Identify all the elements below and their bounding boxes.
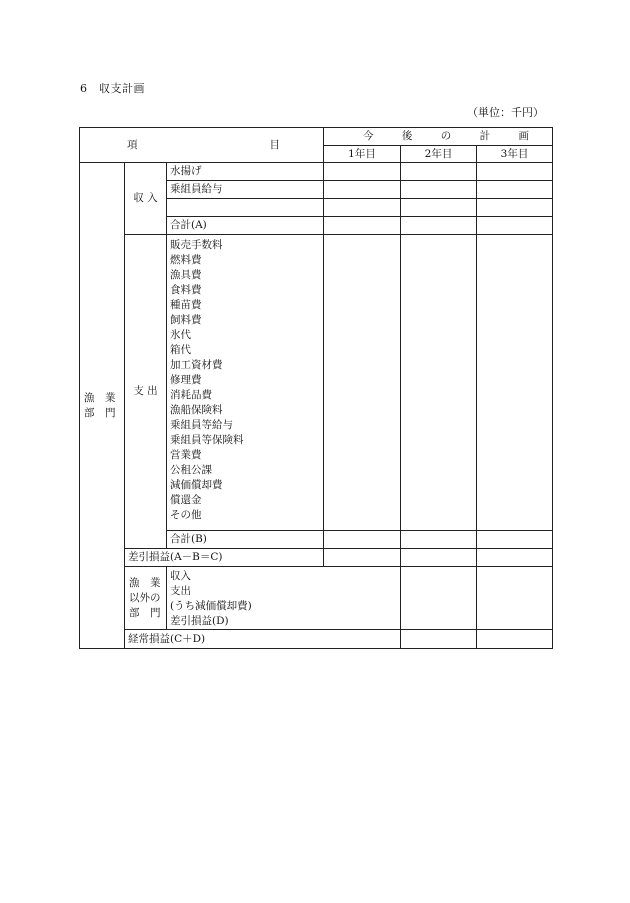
header-future-char: 計	[479, 130, 491, 142]
expense-items-cell	[167, 235, 324, 531]
expense-item: 乗組員等給与	[170, 419, 233, 431]
non-fishery-item: (うち減価償却費)	[170, 600, 252, 612]
value-cell[interactable]	[477, 181, 553, 199]
value-cell[interactable]	[401, 549, 477, 567]
expense-item: 公租公課	[170, 464, 212, 476]
fishery-division-cell	[80, 163, 125, 649]
header-future-char: 今	[363, 130, 374, 142]
header-item-char: 目	[269, 138, 281, 151]
expense-item: 加工資材費	[170, 359, 223, 371]
value-cell[interactable]	[324, 217, 401, 235]
value-cell[interactable]	[401, 630, 477, 649]
value-cell[interactable]	[477, 630, 553, 649]
value-cell[interactable]	[477, 163, 553, 181]
value-cell[interactable]	[401, 163, 477, 181]
non-fishery-division-line: 部 門	[129, 606, 161, 619]
expense-total: 合計(B)	[167, 531, 324, 549]
value-cell[interactable]	[477, 567, 553, 630]
expense-item: 氷代	[170, 329, 191, 341]
fishery-division-line: 部 門	[84, 406, 116, 419]
expense-item: 漁具費	[170, 269, 202, 281]
value-cell[interactable]	[401, 217, 477, 235]
header-year-3: 3年目	[477, 146, 553, 163]
value-cell[interactable]	[401, 235, 477, 531]
non-fishery-division-line: 漁 業	[129, 576, 161, 589]
value-cell[interactable]	[324, 181, 401, 199]
value-cell[interactable]	[401, 567, 477, 630]
expense-item: 燃料費	[170, 254, 202, 266]
expense-item: 営業費	[170, 449, 202, 461]
value-cell[interactable]	[477, 199, 553, 217]
income-item: 乗組員給与	[167, 181, 324, 199]
income-item	[167, 199, 324, 217]
header-item	[80, 128, 324, 163]
expense-item: 消耗品費	[170, 389, 212, 401]
expense-item: 修理費	[170, 374, 202, 386]
income-label: 収 入	[125, 163, 167, 235]
fishery-division-line: 漁 業	[84, 391, 116, 404]
expense-item: 食料費	[170, 284, 202, 296]
non-fishery-items-cell	[167, 567, 401, 630]
header-item-char: 項	[127, 138, 138, 151]
header-future-plan	[324, 128, 553, 146]
header-year-1: 1年目	[324, 146, 401, 163]
expense-item: 減価償却費	[170, 479, 223, 491]
value-cell[interactable]	[477, 531, 553, 549]
value-cell[interactable]	[477, 549, 553, 567]
value-cell[interactable]	[477, 235, 553, 531]
value-cell[interactable]	[324, 235, 401, 531]
unit-label: （単位：千円）	[467, 106, 544, 119]
value-cell[interactable]	[477, 217, 553, 235]
expense-item: 種苗費	[170, 299, 202, 311]
value-cell[interactable]	[324, 163, 401, 181]
value-cell[interactable]	[401, 199, 477, 217]
fishery-net: 差引損益(A－B＝C)	[125, 549, 324, 567]
value-cell[interactable]	[401, 181, 477, 199]
value-cell[interactable]	[324, 549, 401, 567]
section-title: 6 収支計画	[80, 82, 145, 95]
income-item: 水揚げ	[167, 163, 324, 181]
non-fishery-item: 差引損益(D)	[170, 615, 229, 627]
header-future-char: の	[440, 130, 452, 142]
expense-label: 支 出	[125, 235, 167, 549]
non-fishery-division-line: 以外の	[129, 591, 161, 604]
header-future-char: 画	[518, 130, 530, 142]
header-future-char: 後	[401, 130, 413, 142]
expense-item: 償還金	[170, 494, 202, 506]
expense-item: その他	[170, 509, 202, 521]
value-cell[interactable]	[324, 199, 401, 217]
non-fishery-division-cell	[125, 567, 167, 630]
ordinary-profit: 経常損益(C＋D)	[125, 630, 401, 649]
expense-item: 販売手数料	[170, 239, 223, 251]
income-expense-plan-table	[79, 127, 553, 649]
expense-item: 漁船保険料	[170, 404, 223, 416]
value-cell[interactable]	[324, 531, 401, 549]
non-fishery-item: 収入	[170, 570, 191, 582]
expense-item: 乗組員等保険料	[170, 434, 244, 446]
income-total: 合計(A)	[167, 217, 324, 235]
expense-item: 飼料費	[170, 314, 202, 326]
expense-item: 箱代	[170, 344, 191, 356]
header-year-2: 2年目	[401, 146, 477, 163]
value-cell[interactable]	[401, 531, 477, 549]
non-fishery-item: 支出	[170, 585, 191, 597]
